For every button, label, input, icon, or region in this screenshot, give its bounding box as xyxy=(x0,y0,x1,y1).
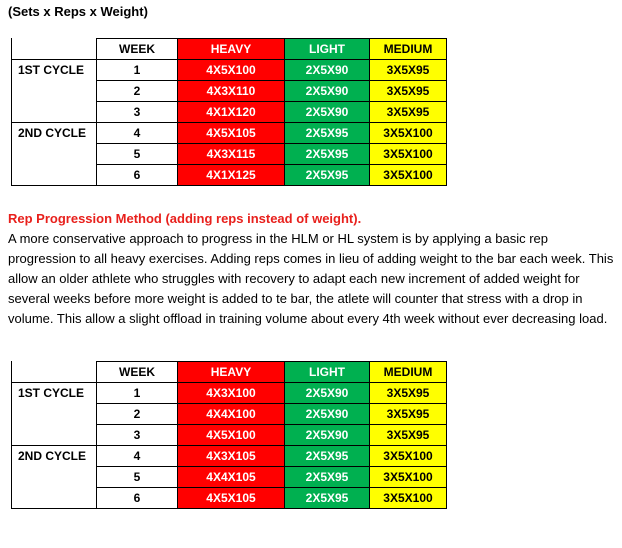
cycle-cell: 2ND CYCLE xyxy=(12,123,97,144)
table-row xyxy=(12,102,447,123)
heavy-cell: 4X3X115 xyxy=(178,144,285,165)
heavy-cell: 4X3X110 xyxy=(178,81,285,102)
light-cell: 2X5X95 xyxy=(285,123,370,144)
table-row xyxy=(12,165,447,186)
heavy-cell: 4X5X105 xyxy=(178,488,285,509)
medium-header: MEDIUM xyxy=(370,39,447,60)
notation-header: (Sets x Reps x Weight) xyxy=(8,4,148,19)
heavy-header: HEAVY xyxy=(178,362,285,383)
medium-cell: 3X5X100 xyxy=(370,165,447,186)
heavy-cell: 4X1X120 xyxy=(178,102,285,123)
heavy-header: HEAVY xyxy=(178,39,285,60)
cycle-cell xyxy=(12,81,97,102)
light-cell: 2X5X90 xyxy=(285,81,370,102)
light-header: LIGHT xyxy=(285,362,370,383)
cycle-cell xyxy=(12,488,97,509)
week-cell: 2 xyxy=(97,404,178,425)
heavy-cell: 4X3X100 xyxy=(178,383,285,404)
week-cell: 1 xyxy=(97,60,178,81)
week-cell: 2 xyxy=(97,81,178,102)
table-row xyxy=(12,425,447,446)
cycle-cell xyxy=(12,144,97,165)
cycle-cell: 2ND CYCLE xyxy=(12,446,97,467)
medium-cell: 3X5X95 xyxy=(370,425,447,446)
light-header: LIGHT xyxy=(285,39,370,60)
heavy-cell: 4X5X105 xyxy=(178,123,285,144)
cycle-cell: 1ST CYCLE xyxy=(12,383,97,404)
week-cell: 6 xyxy=(97,488,178,509)
table-row xyxy=(12,81,447,102)
heavy-cell: 4X4X105 xyxy=(178,467,285,488)
cycle-cell xyxy=(12,102,97,123)
heavy-cell: 4X1X125 xyxy=(178,165,285,186)
cycle-cell xyxy=(12,404,97,425)
cycle-header-cell xyxy=(12,39,97,60)
medium-cell: 3X5X95 xyxy=(370,60,447,81)
table-header-row xyxy=(12,362,447,383)
cycle-cell xyxy=(12,165,97,186)
week-cell: 3 xyxy=(97,102,178,123)
week-cell: 4 xyxy=(97,123,178,144)
heavy-cell: 4X4X100 xyxy=(178,404,285,425)
light-cell: 2X5X95 xyxy=(285,165,370,186)
light-cell: 2X5X90 xyxy=(285,404,370,425)
medium-cell: 3X5X100 xyxy=(370,123,447,144)
table-row xyxy=(12,446,447,467)
weight-progression-table xyxy=(11,38,447,186)
table-row xyxy=(12,383,447,404)
medium-cell: 3X5X95 xyxy=(370,404,447,425)
table-row xyxy=(12,488,447,509)
table-row xyxy=(12,123,447,144)
week-cell: 1 xyxy=(97,383,178,404)
week-cell: 5 xyxy=(97,467,178,488)
light-cell: 2X5X95 xyxy=(285,144,370,165)
light-cell: 2X5X90 xyxy=(285,383,370,404)
table-row xyxy=(12,144,447,165)
week-cell: 3 xyxy=(97,425,178,446)
heavy-cell: 4X3X105 xyxy=(178,446,285,467)
week-cell: 5 xyxy=(97,144,178,165)
light-cell: 2X5X95 xyxy=(285,467,370,488)
heavy-cell: 4X5X100 xyxy=(178,60,285,81)
cycle-cell: 1ST CYCLE xyxy=(12,60,97,81)
medium-cell: 3X5X95 xyxy=(370,81,447,102)
cycle-cell xyxy=(12,425,97,446)
cycle-header-cell xyxy=(12,362,97,383)
week-header: WEEK xyxy=(97,39,178,60)
medium-header: MEDIUM xyxy=(370,362,447,383)
light-cell: 2X5X95 xyxy=(285,446,370,467)
light-cell: 2X5X90 xyxy=(285,102,370,123)
table-row xyxy=(12,404,447,425)
medium-cell: 3X5X100 xyxy=(370,446,447,467)
light-cell: 2X5X90 xyxy=(285,425,370,446)
week-cell: 6 xyxy=(97,165,178,186)
light-cell: 2X5X95 xyxy=(285,488,370,509)
table-row xyxy=(12,467,447,488)
week-header: WEEK xyxy=(97,362,178,383)
medium-cell: 3X5X95 xyxy=(370,102,447,123)
medium-cell: 3X5X100 xyxy=(370,488,447,509)
light-cell: 2X5X90 xyxy=(285,60,370,81)
rep-progression-table xyxy=(11,361,447,509)
medium-cell: 3X5X100 xyxy=(370,144,447,165)
medium-cell: 3X5X95 xyxy=(370,383,447,404)
medium-cell: 3X5X100 xyxy=(370,467,447,488)
section-paragraph: A more conservative approach to progress in the HLM or HL system is by applying a basic rep progression to all heavy exercises. Adding reps comes in lieu of adding weight to the bar each week. This allow an older athlete who struggles with recovery to adapt each new increment of added weight for several weeks before more weight is added to te bar, the atlete will counter that stress with a drop in volume. This allow a slight offload in training volume about every 4th week without ever decreasing load. xyxy=(8,231,614,326)
section-heading: Rep Progression Method (adding reps instead of weight). xyxy=(8,211,362,226)
table-row xyxy=(12,60,447,81)
table-header-row xyxy=(12,39,447,60)
cycle-cell xyxy=(12,467,97,488)
week-cell: 4 xyxy=(97,446,178,467)
heavy-cell: 4X5X100 xyxy=(178,425,285,446)
